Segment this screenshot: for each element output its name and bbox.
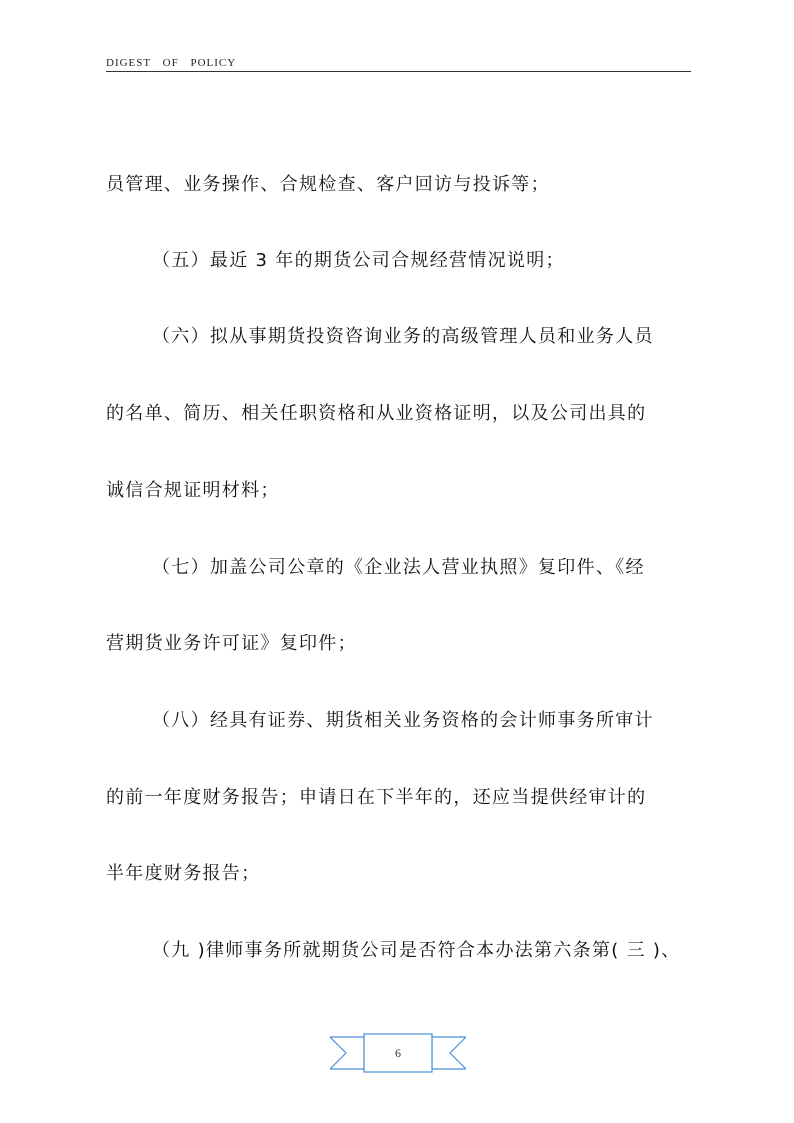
body-line: 营期货业务许可证》复印件； [106,633,357,654]
body-line: 半年度财务报告； [106,863,261,884]
body-line: 员管理、业务操作、合规检查、客户回访与投诉等； [106,174,550,195]
body-line: （九 )律师事务所就期货公司是否符合本办法第六条第( 三 )、 [152,940,681,961]
body-line: 的前一年度财务报告；申请日在下半年的，还应当提供经审计的 [106,787,647,808]
body-line: （五）最近 3 年的期货公司合规经营情况说明； [152,250,565,271]
body-line: 诚信合规证明材料； [106,480,280,501]
body-line: （七）加盖公司公章的《企业法人营业执照》复印件、《经 [152,557,645,578]
header-divider [106,71,691,72]
body-line: （八）经具有证券、期货相关业务资格的会计师事务所审计 [152,710,654,731]
body-line: 的名单、简历、相关任职资格和从业资格证明，以及公司出具的 [106,403,647,424]
running-header: DIGEST OF POLICY [106,57,237,69]
page-number: 6 [395,1046,401,1060]
body-line: （六）拟从事期货投资咨询业务的高级管理人员和业务人员 [152,326,654,347]
